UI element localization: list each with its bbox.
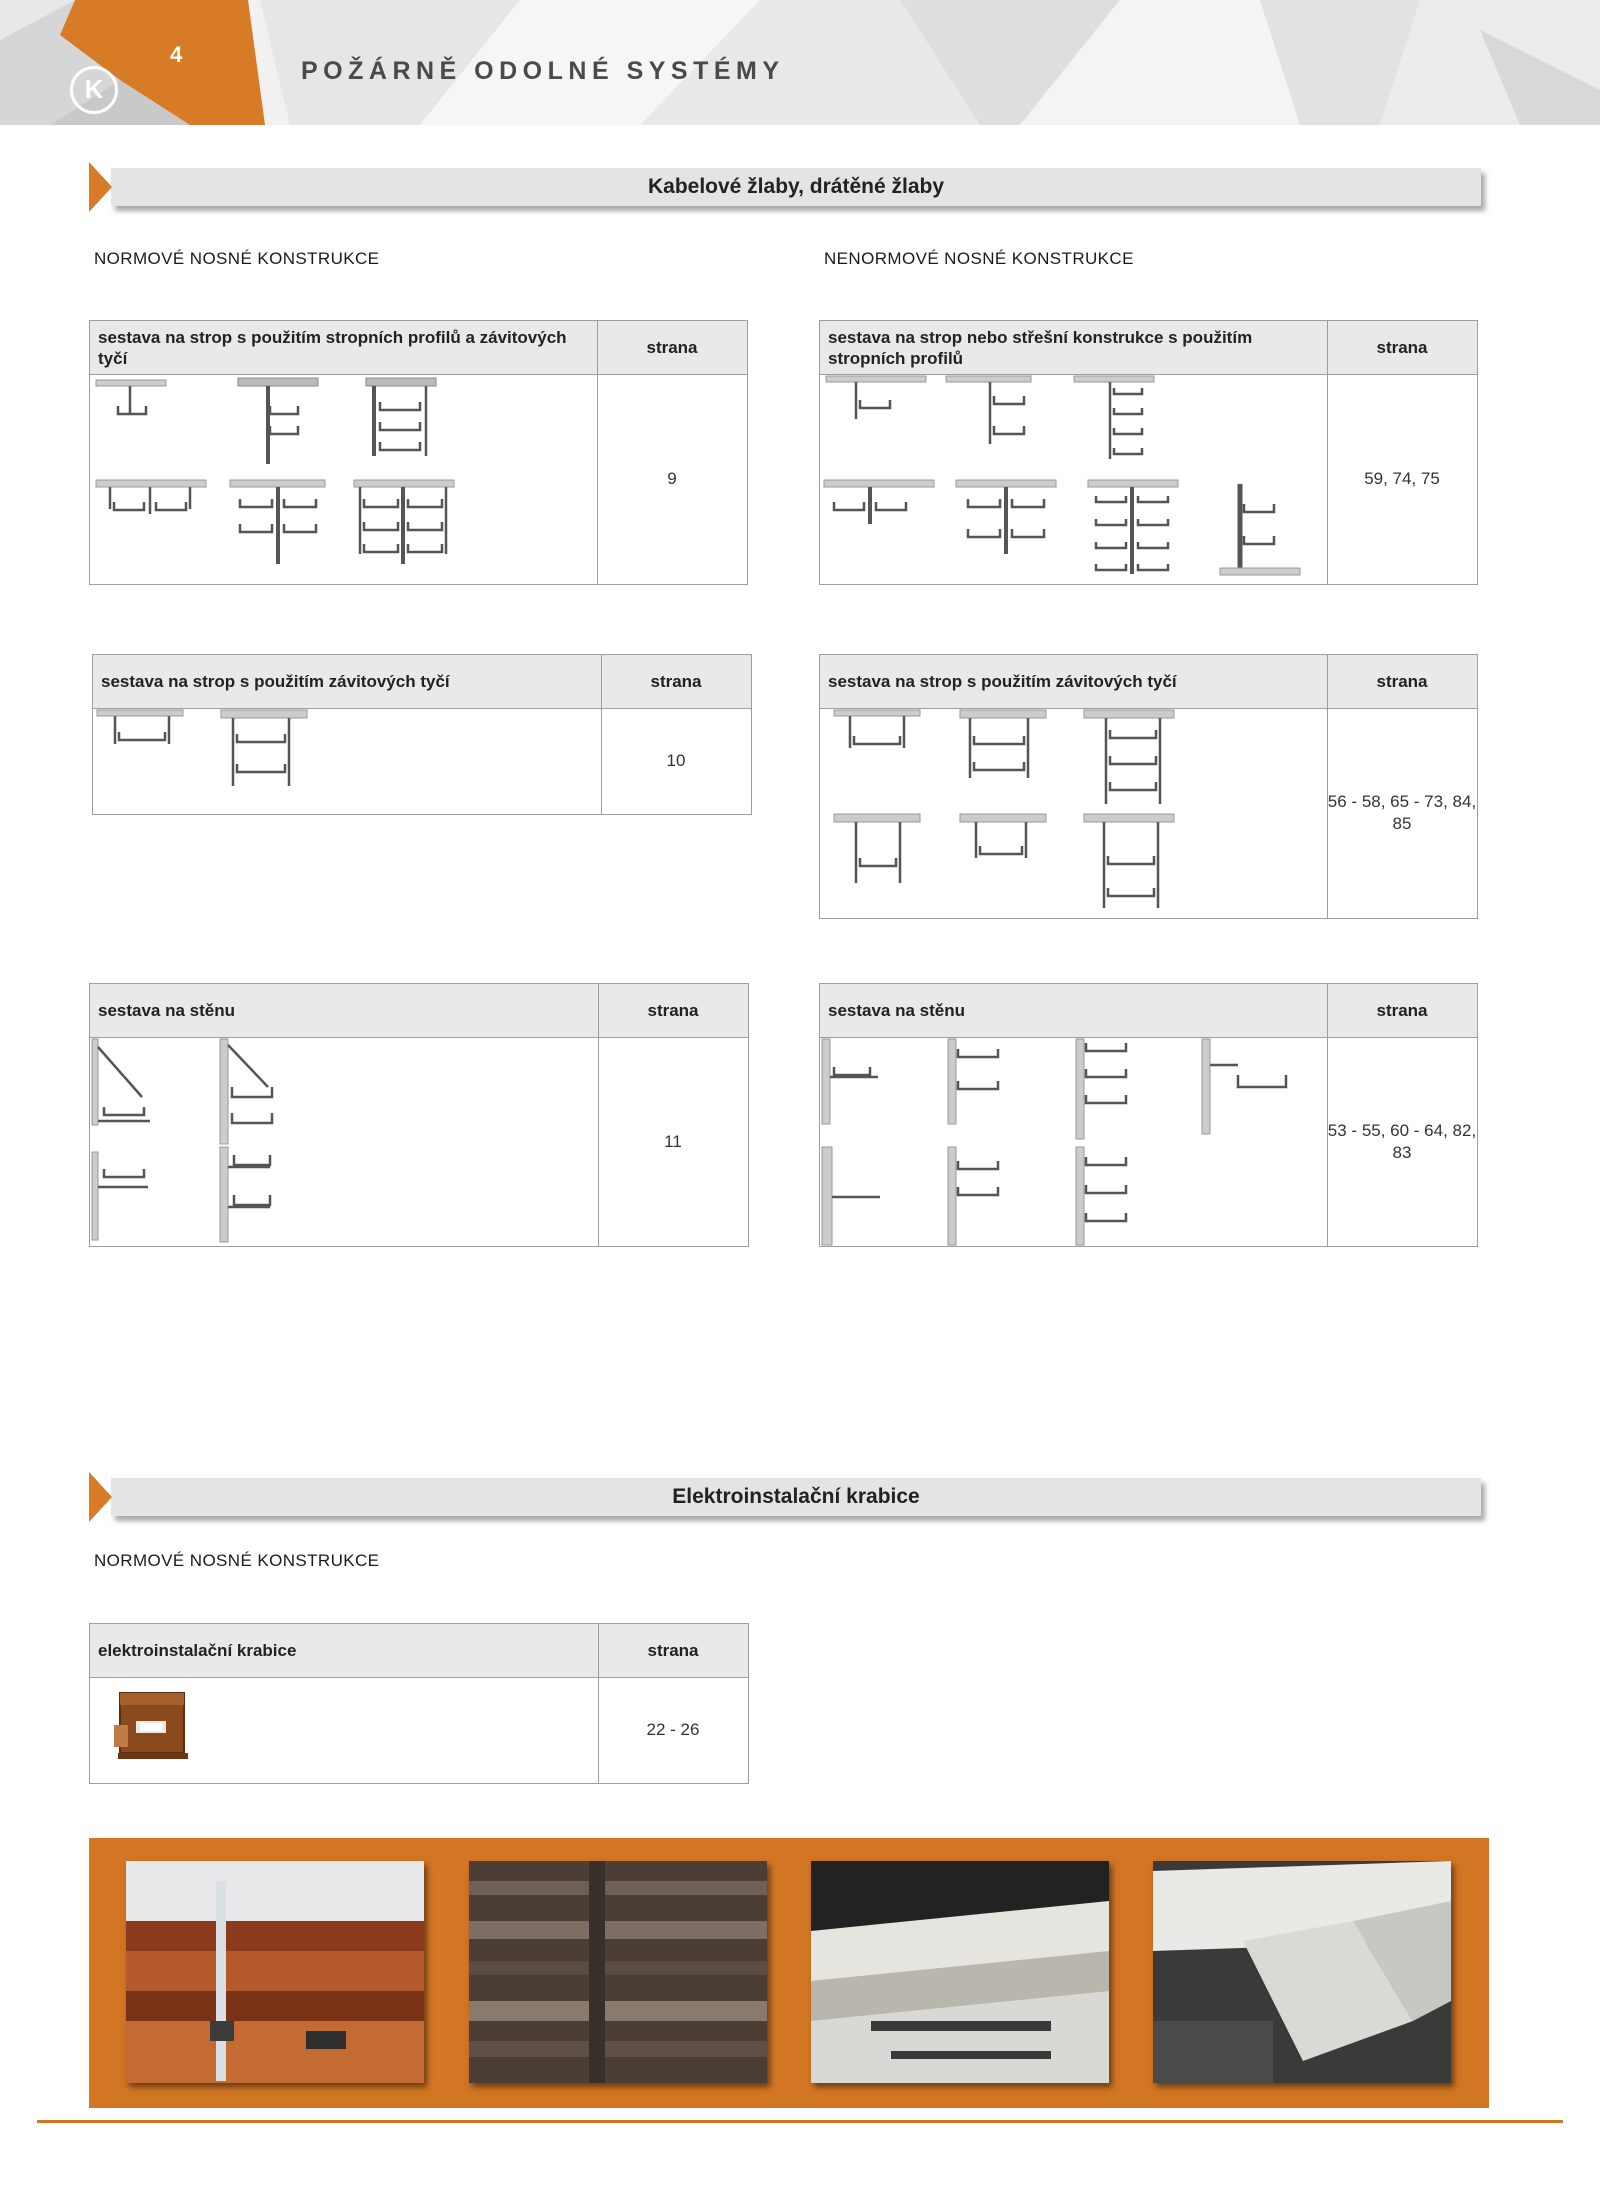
mounting-drawings <box>820 708 1326 918</box>
table-description: sestava na stěnu <box>828 1001 966 1020</box>
section-arrow-icon <box>89 162 112 212</box>
mounting-drawings <box>93 708 599 814</box>
section-title: Elektroinstalační krabice <box>672 1485 920 1508</box>
table-wall-mount <box>89 983 749 1247</box>
subheading-normative: NORMOVÉ NOSNÉ KONSTRUKCE <box>94 249 380 268</box>
header-polygon-pattern <box>0 0 1600 125</box>
table-description: elektroinstalační krabice <box>98 1641 297 1660</box>
table-wall-mount-nonstandard <box>819 983 1478 1247</box>
table-page-reference: 53 - 55, 60 - 64, 82, 83 <box>1327 1120 1477 1162</box>
table-column-header: strana <box>646 337 698 357</box>
header-background <box>0 0 1600 125</box>
white-coated-tray-photo <box>1153 1861 1451 2083</box>
logo-letter: K <box>84 74 104 104</box>
electrical-box-image <box>90 1677 596 1783</box>
footer-divider <box>37 2120 1563 2123</box>
mounting-drawings <box>90 1037 596 1246</box>
table-column-header: strana <box>650 671 702 691</box>
cable-tray-hanger-photo <box>126 1861 424 2083</box>
table-page-reference: 11 <box>664 1131 682 1151</box>
mounting-drawings <box>820 374 1326 584</box>
subheading-normative: NORMOVÉ NOSNÉ KONSTRUKCE <box>94 1551 380 1570</box>
table-page-reference: 22 - 26 <box>646 1720 700 1739</box>
table-electrical-box <box>89 1623 749 1784</box>
company-logo <box>70 66 118 114</box>
table-column-header: strana <box>1376 1000 1428 1020</box>
table-description: sestava na stěnu <box>98 1001 236 1020</box>
mounting-drawings <box>90 374 596 584</box>
document-title: POŽÁRNĚ ODOLNÉ SYSTÉMY <box>301 57 785 85</box>
mounting-drawings <box>820 1037 1326 1246</box>
table-page-reference: 10 <box>666 751 686 770</box>
subheading-non-normative: NENORMOVÉ NOSNÉ KONSTRUKCE <box>824 249 1134 268</box>
table-ceiling-threaded-rods <box>92 654 752 815</box>
table-column-header: strana <box>647 1640 699 1660</box>
table-ceiling-threaded-rods-nonstandard <box>819 654 1478 919</box>
table-ceiling-roof-profiles <box>819 320 1478 585</box>
table-description: sestava na strop s použitím závitových tyčí <box>101 672 450 691</box>
section-arrow-icon <box>89 1472 112 1522</box>
section-title: Kabelové žlaby, drátěné žlaby <box>647 175 945 198</box>
page-number: 4 <box>170 42 183 67</box>
fire-coated-cables-photo <box>469 1861 767 2083</box>
table-page-reference: 9 <box>667 469 677 488</box>
table-page-reference: 56 - 58, 65 - 73, 84, 85 <box>1327 792 1477 833</box>
table-page-reference: 59, 74, 75 <box>1364 469 1440 488</box>
table-column-header: strana <box>647 1000 699 1020</box>
table-description: sestava na strop s použitím stropních profilů a závitových tyčí <box>98 327 567 368</box>
table-description: sestava na strop nebo střešní konstrukce s použitím stropních profilů <box>828 327 1253 368</box>
table-column-header: strana <box>1376 337 1428 357</box>
table-description: sestava na strop s použitím závitových tyčí <box>828 672 1177 691</box>
section-bar-electrical-boxes <box>89 1472 1489 1522</box>
table-column-header: strana <box>1376 671 1428 691</box>
table-ceiling-profiles-rods <box>89 320 748 585</box>
cable-tray-installation-photo <box>811 1861 1109 2083</box>
photo-band <box>89 1838 1489 2108</box>
section-bar-cable-trays <box>89 162 1489 212</box>
